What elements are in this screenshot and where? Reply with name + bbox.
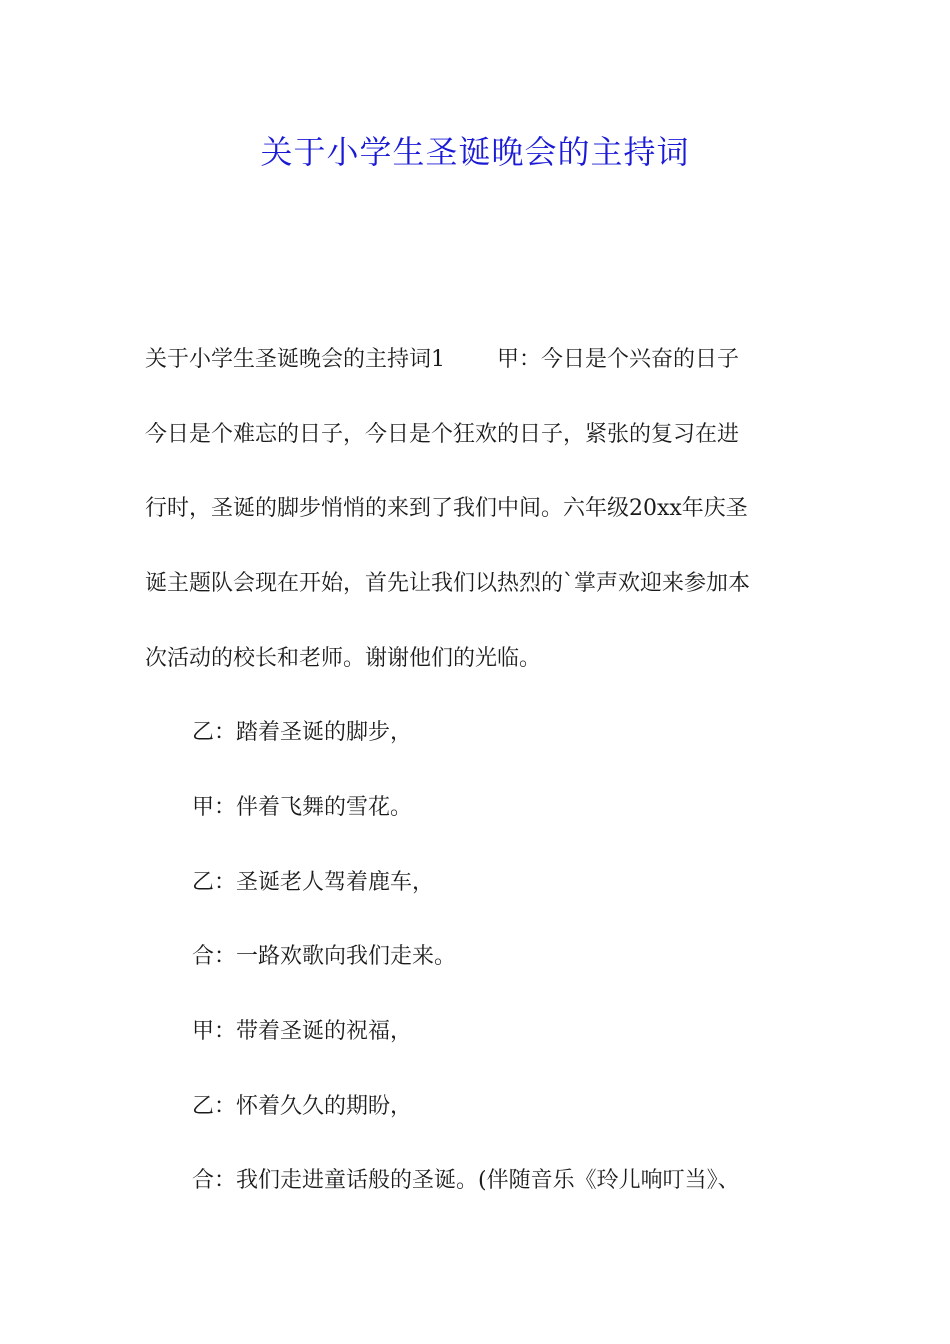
dialogue-line: 合：我们走进童话般的圣诞。(伴随音乐《玲儿响叮当》、 [192,1168,740,1193]
section-heading: 关于小学生圣诞晚会的主持词1 [145,347,445,372]
dialogue-text: 甲：今日是个兴奋的日子 [497,347,740,372]
dialogue-line: 乙：怀着久久的期盼， [192,1094,413,1119]
document-title: 关于小学生圣诞晚会的主持词 [260,133,690,171]
paragraph-line: 行时，圣诞的脚步悄悄的来到了我们中间。六年级20xx年庆圣 [145,496,748,521]
paragraph-line: 今日是个难忘的日子，今日是个狂欢的日子，紧张的复习在进 [145,422,740,447]
dialogue-line: 合：一路欢歌向我们走来。 [192,944,457,969]
paragraph-line: 诞主题队会现在开始，首先让我们以热烈的`掌声欢迎来参加本 [145,571,751,596]
dialogue-line: 乙：踏着圣诞的脚步， [192,720,413,745]
dialogue-line: 甲：带着圣诞的祝福， [192,1019,413,1044]
dialogue-line: 甲：伴着飞舞的雪花。 [192,795,413,820]
dialogue-line: 乙：圣诞老人驾着鹿车， [192,870,435,895]
paragraph-line [145,345,810,375]
paragraph-line: 次活动的校长和老师。谢谢他们的光临。 [145,646,542,671]
